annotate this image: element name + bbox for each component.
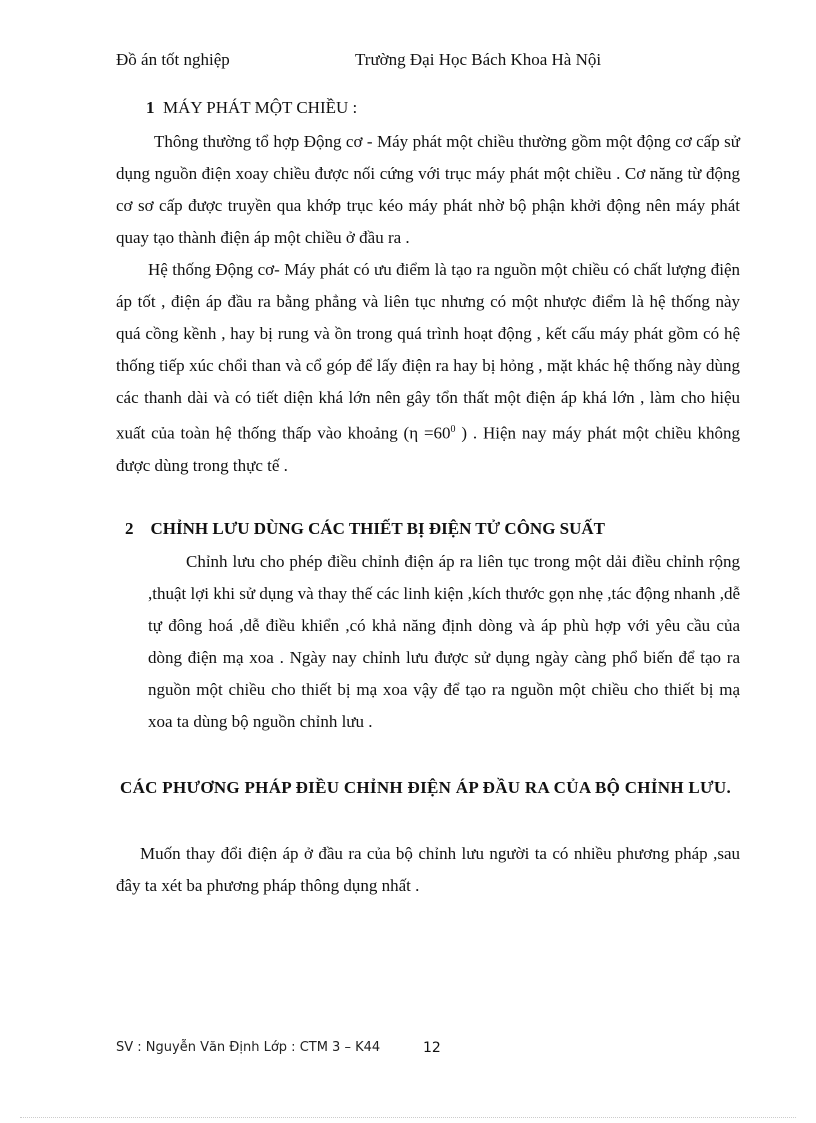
section3-heading: CÁC PHƯƠNG PHÁP ĐIỀU CHỈNH ĐIỆN ÁP ĐẦU RA CỦA BỘ CHỈNH LƯU.	[120, 778, 731, 797]
page-number: 12	[423, 1040, 441, 1056]
section2-number: 2	[125, 519, 134, 538]
header-left: Đồ án tốt nghiệp	[116, 50, 230, 69]
section1-number: 1	[146, 98, 155, 117]
section1-paragraph1: Thông thường tổ hợp Động cơ - Máy phát một chiều thường gồm một động cơ cấp sử dụng nguồn điện xoay chiều được nối cứng với trục máy phát một chiều . Cơ năng từ động cơ sơ cấp được truyền qua khớp trục kéo máy phát nhờ bộ phận khởi động nên máy phát quay tạo thành điện áp một chiều ở đầu ra .	[116, 132, 740, 247]
page-divider	[20, 1117, 796, 1118]
section3-paragraph: Muốn thay đổi điện áp ở đầu ra của bộ chỉnh lưu người ta có nhiều phương pháp ,sau đây ta xét ba phương pháp thông dụng nhất .	[116, 844, 740, 895]
footer-student: SV : Nguyễn Văn Định Lớp : CTM 3 – K44	[116, 1040, 381, 1055]
section1-heading	[146, 98, 357, 118]
section1-paragraph2-part1: Hệ thống Động cơ- Máy phát có ưu điểm là tạo ra nguồn một chiều có chất lượng điện áp tốt , điện áp đầu ra bằng phẳng và liên tục nhưng có một nhược điểm là hệ thống này quá cồng kềnh , hay bị rung và ồn trong quá trình hoạt động , kết cấu máy phát gồm có hệ thống tiếp xúc chổi than và cổ góp để lấy điện ra hay bị hỏng , mặt khác hệ thống này dùng các thanh dài và có tiết diện khá lớn nên gây tổn thất một điện áp khá lớn , làm cho hiệu xuất của toàn hệ thống thấp vào khoảng (η =60	[116, 260, 740, 443]
degree-superscript: 0	[450, 424, 456, 435]
section2-paragraph: Chỉnh lưu cho phép điều chỉnh điện áp ra liên tục trong một dải điều chỉnh rộng ,thuật lợi khi sử dụng và thay thế các linh kiện ,kích thước gọn nhẹ ,tác động nhanh ,dễ tự đông hoá ,dễ điều khiển ,có khả năng định dòng và áp phù hợp với yêu cầu của dòng điện mạ xoa . Ngày nay chỉnh lưu được sử dụng ngày càng phổ biến để tạo ra nguồn một chiều cho thiết bị mạ xoa vậy để tạo ra nguồn một chiều cho thiết bị mạ xoa ta dùng bộ nguồn chỉnh lưu .	[148, 552, 740, 731]
section1-title: MÁY PHÁT MỘT CHIỀU :	[163, 98, 358, 117]
section1-paragraph2-part2: ) . Hiện nay máy phát một chiều không được dùng trong thực tế .	[116, 423, 740, 475]
section2-heading	[125, 519, 605, 539]
section1-paragraph2	[116, 254, 740, 482]
section2-title: CHỈNH LƯU DÙNG CÁC THIẾT BỊ ĐIỆN TỬ CÔNG SUẤT	[150, 519, 606, 538]
header-right: Trường Đại Học Bách Khoa Hà Nội	[355, 50, 602, 69]
